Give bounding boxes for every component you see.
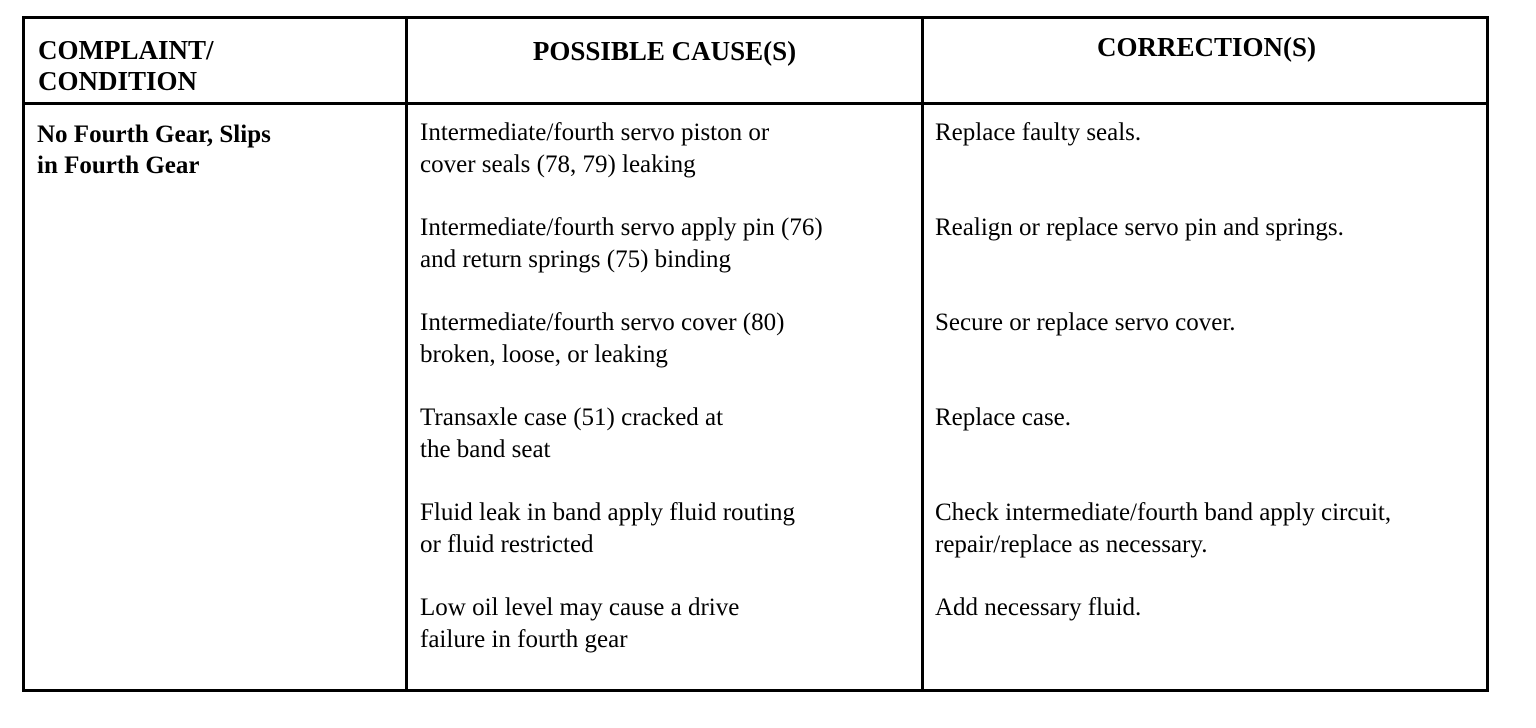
cause-line: Intermediate/fourth servo apply pin (76) <box>420 214 823 241</box>
diagnosis-table <box>22 16 1489 692</box>
correction-cell <box>935 402 1071 434</box>
column-divider <box>921 19 924 689</box>
header-possible-causes: POSSIBLE CAUSE(S) <box>532 36 797 66</box>
correction-cell <box>935 307 1236 339</box>
correction-cell <box>935 212 1344 244</box>
cause-line: failure in fourth gear <box>420 626 628 653</box>
header-divider <box>25 102 1486 105</box>
condition-line: in Fourth Gear <box>37 152 200 179</box>
cause-line: Intermediate/fourth servo piston or <box>420 119 770 146</box>
header-corrections: CORRECTION(S) <box>1096 32 1317 62</box>
cause-line: the band seat <box>420 436 551 463</box>
cause-line: Fluid leak in band apply fluid routing <box>420 499 795 526</box>
condition-cell <box>37 119 271 181</box>
correction-line: Secure or replace servo cover. <box>935 309 1236 336</box>
correction-line: Replace case. <box>935 404 1072 431</box>
cause-line: cover seals (78, 79) leaking <box>420 151 696 178</box>
condition-line: No Fourth Gear, Slips <box>37 121 271 148</box>
correction-line: Replace faulty seals. <box>935 119 1142 146</box>
cause-cell <box>420 307 784 371</box>
correction-line: repair/replace as necessary. <box>935 531 1208 558</box>
correction-cell <box>935 117 1141 149</box>
cause-line: and return springs (75) binding <box>420 246 732 273</box>
cause-line: Transaxle case (51) cracked at <box>420 404 724 431</box>
correction-cell <box>935 497 1391 561</box>
header-complaint-line: COMPLAINT/ <box>38 35 214 65</box>
cause-cell <box>420 117 769 181</box>
cause-line: or fluid restricted <box>420 531 594 558</box>
cause-cell <box>420 497 795 561</box>
cause-cell <box>420 212 823 276</box>
correction-line: Add necessary fluid. <box>935 594 1142 621</box>
correction-cell <box>935 592 1141 624</box>
cause-cell <box>420 592 739 656</box>
cause-cell <box>420 402 723 466</box>
header-complaint-condition <box>38 35 214 97</box>
correction-line: Check intermediate/fourth band apply circuit, <box>935 499 1392 526</box>
column-divider <box>405 19 408 689</box>
header-condition-line: CONDITION <box>38 66 198 96</box>
cause-line: broken, loose, or leaking <box>420 341 668 368</box>
cause-line: Intermediate/fourth servo cover (80) <box>420 309 785 336</box>
cause-line: Low oil level may cause a drive <box>420 594 740 621</box>
correction-line: Realign or replace servo pin and springs. <box>935 214 1344 241</box>
